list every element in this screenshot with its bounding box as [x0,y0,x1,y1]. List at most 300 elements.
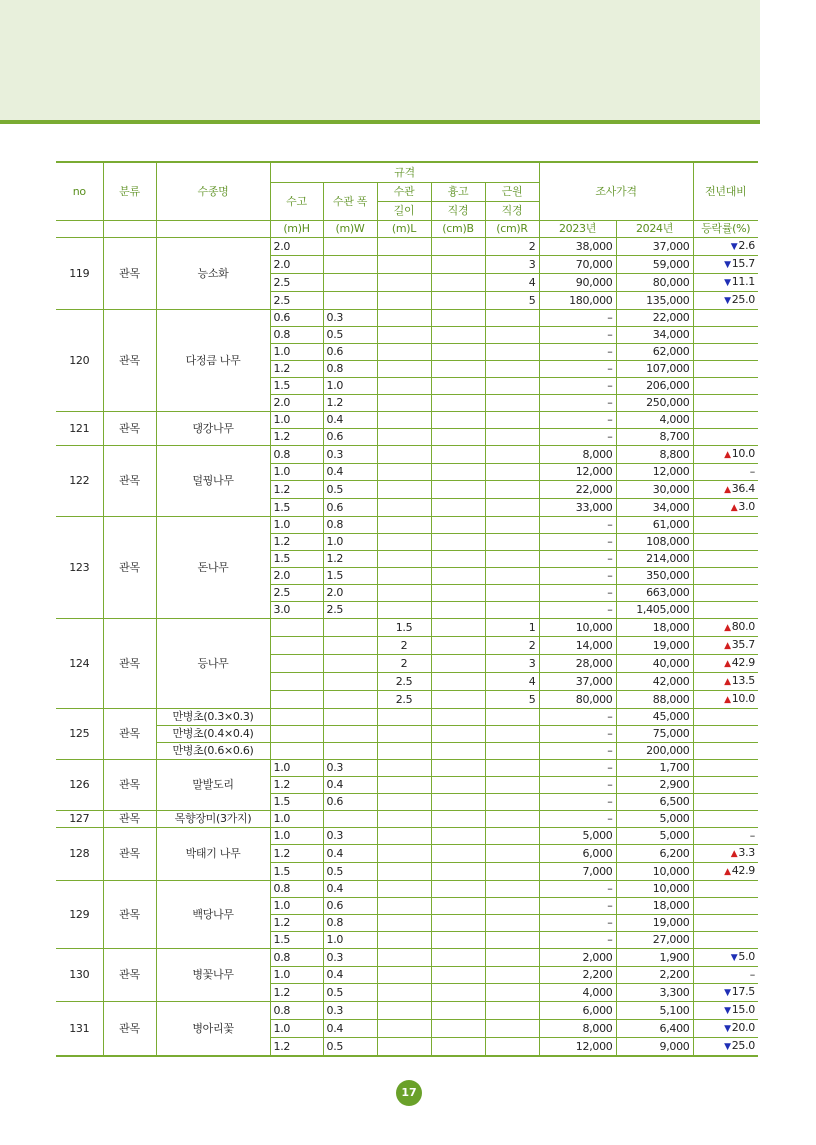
cell-root-diameter: 5 [485,691,539,709]
cell-root-diameter [485,1020,539,1038]
cell-crown-length [377,881,431,898]
header-rule [0,120,760,124]
cell-crown-length [377,412,431,429]
cell-price-2024: 12,000 [616,464,693,481]
cell-crown-length [377,932,431,949]
cell-crown-length [377,828,431,845]
header-blank [156,221,270,238]
cell-root-diameter [485,395,539,412]
cell-change-rate [693,1002,758,1020]
cell-width: 0.5 [323,327,377,344]
cell-crown-length [377,429,431,446]
cell-chest-diameter [431,517,485,534]
cell-price-2023: – [539,568,616,585]
cell-price-2024: 6,500 [616,794,693,811]
cell-root-diameter [485,361,539,378]
cell-root-diameter [485,412,539,429]
cell-chest-diameter [431,292,485,310]
triangle-down-icon: ▼ [724,988,731,998]
cell-price-2024: 27,000 [616,932,693,949]
cell-root-diameter [485,794,539,811]
row-category: 관목 [103,238,156,310]
cell-width [323,292,377,310]
triangle-up-icon: ▲ [724,867,731,877]
cell-width: 0.8 [323,517,377,534]
cell-height: 1.0 [270,760,323,777]
cell-width: 0.4 [323,777,377,794]
header-height: 수고 [270,183,323,221]
cell-change-rate [693,949,758,967]
cell-chest-diameter [431,655,485,673]
cell-crown-length [377,517,431,534]
row-species-name: 목향장미(3가지) [156,811,270,828]
cell-price-2024: 1,405,000 [616,602,693,619]
row-no: 131 [56,1002,103,1057]
row-species-name: 박태기 나무 [156,828,270,881]
header-crown-length-2: 길이 [377,202,431,221]
header-chest-2: 직경 [431,202,485,221]
table-row [56,760,758,777]
cell-price-2024: 19,000 [616,915,693,932]
triangle-up-icon: ▲ [724,450,731,460]
cell-height [270,743,323,760]
row-category: 관목 [103,619,156,709]
cell-width: 0.3 [323,1002,377,1020]
cell-price-2023: – [539,429,616,446]
cell-price-2024: 34,000 [616,327,693,344]
cell-crown-length [377,1038,431,1057]
cell-width [323,274,377,292]
cell-chest-diameter [431,915,485,932]
cell-price-2023: 7,000 [539,863,616,881]
cell-change-rate [693,602,758,619]
change-value: 42.9 [731,656,755,669]
cell-width: 1.5 [323,568,377,585]
header-no: no [56,162,103,221]
row-category: 관목 [103,709,156,760]
cell-root-diameter [485,517,539,534]
row-species-name: 돈나무 [156,517,270,619]
cell-crown-length: 2.5 [377,673,431,691]
cell-change-rate [693,481,758,499]
cell-price-2024: 107,000 [616,361,693,378]
change-value: 3.3 [738,846,755,859]
cell-price-2023: 28,000 [539,655,616,673]
cell-price-2023: 90,000 [539,274,616,292]
cell-price-2023: – [539,585,616,602]
cell-height: 1.2 [270,429,323,446]
row-no: 124 [56,619,103,709]
cell-price-2024: 200,000 [616,743,693,760]
cell-height [270,637,323,655]
cell-width: 0.5 [323,863,377,881]
cell-crown-length [377,534,431,551]
cell-price-2024: 350,000 [616,568,693,585]
cell-crown-length [377,499,431,517]
cell-height: 2.0 [270,568,323,585]
page-number: 17 [396,1080,422,1106]
row-category: 관목 [103,881,156,949]
cell-height: 2.5 [270,585,323,602]
table-row [56,517,758,534]
cell-crown-length: 2.5 [377,691,431,709]
cell-chest-diameter [431,344,485,361]
cell-change-rate [693,344,758,361]
cell-change-rate [693,794,758,811]
cell-height [270,655,323,673]
cell-chest-diameter [431,327,485,344]
cell-crown-length [377,551,431,568]
cell-chest-diameter [431,828,485,845]
change-value: 35.7 [731,638,755,651]
cell-price-2023: – [539,361,616,378]
cell-crown-length [377,292,431,310]
cell-height: 2.0 [270,238,323,256]
row-no: 125 [56,709,103,760]
cell-width: 0.6 [323,794,377,811]
cell-root-diameter: 3 [485,256,539,274]
cell-width: 0.4 [323,1020,377,1038]
cell-height: 0.8 [270,1002,323,1020]
cell-width: 1.2 [323,395,377,412]
row-species-name: 능소화 [156,238,270,310]
cell-price-2024: 40,000 [616,655,693,673]
cell-change-rate [693,726,758,743]
cell-chest-diameter [431,863,485,881]
cell-root-diameter [485,481,539,499]
cell-crown-length [377,602,431,619]
triangle-down-icon: ▼ [724,1042,731,1052]
cell-height [270,673,323,691]
cell-root-diameter [485,967,539,984]
triangle-up-icon: ▲ [724,695,731,705]
cell-price-2024: 108,000 [616,534,693,551]
cell-width: 0.6 [323,344,377,361]
cell-price-2024: 250,000 [616,395,693,412]
cell-height: 2.5 [270,274,323,292]
cell-width: 0.3 [323,310,377,327]
table-row [56,828,758,845]
cell-chest-diameter [431,637,485,655]
cell-height: 0.8 [270,881,323,898]
cell-price-2024: 6,200 [616,845,693,863]
row-category: 관목 [103,310,156,412]
cell-crown-length [377,378,431,395]
change-value: 10.0 [731,447,755,460]
cell-change-rate [693,534,758,551]
cell-change-rate [693,709,758,726]
cell-height: 1.2 [270,361,323,378]
cell-root-diameter: 2 [485,238,539,256]
cell-change-rate [693,863,758,881]
cell-crown-length [377,310,431,327]
cell-height [270,726,323,743]
cell-chest-diameter [431,446,485,464]
change-value: 13.5 [731,674,755,687]
cell-change-rate [693,619,758,637]
cell-root-diameter [485,915,539,932]
cell-root-diameter [485,1038,539,1057]
cell-height: 1.0 [270,1020,323,1038]
row-category: 관목 [103,446,156,517]
change-value: – [749,968,755,981]
change-value: 10.0 [731,692,755,705]
cell-crown-length [377,949,431,967]
cell-chest-diameter [431,238,485,256]
row-category: 관목 [103,412,156,446]
cell-price-2024: 10,000 [616,863,693,881]
cell-root-diameter [485,845,539,863]
cell-height [270,619,323,637]
header-root-2: 직경 [485,202,539,221]
cell-width [323,743,377,760]
cell-price-2024: 75,000 [616,726,693,743]
cell-width [323,726,377,743]
cell-change-rate [693,828,758,845]
header-blank [56,221,103,238]
cell-crown-length [377,568,431,585]
cell-height: 1.5 [270,863,323,881]
cell-price-2024: 1,700 [616,760,693,777]
cell-crown-length [377,811,431,828]
cell-chest-diameter [431,429,485,446]
cell-height: 0.8 [270,949,323,967]
cell-height: 1.0 [270,811,323,828]
cell-width: 0.4 [323,464,377,481]
cell-height: 1.2 [270,845,323,863]
cell-height: 1.2 [270,777,323,794]
cell-price-2023: – [539,760,616,777]
cell-root-diameter: 1 [485,619,539,637]
header-species: 수종명 [156,162,270,221]
header-spec: 규격 [270,162,539,183]
cell-chest-diameter [431,551,485,568]
cell-price-2023: 38,000 [539,238,616,256]
cell-crown-length [377,898,431,915]
cell-price-2024: 663,000 [616,585,693,602]
cell-change-rate [693,691,758,709]
cell-price-2023: – [539,881,616,898]
cell-width: 2.0 [323,585,377,602]
unit-b: (cm)B [431,221,485,238]
cell-root-diameter [485,811,539,828]
cell-width [323,673,377,691]
change-value: 15.7 [731,257,755,270]
cell-width [323,811,377,828]
cell-crown-length [377,1002,431,1020]
cell-height: 2.0 [270,395,323,412]
cell-price-2023: – [539,915,616,932]
cell-root-diameter: 4 [485,274,539,292]
cell-change-rate [693,655,758,673]
row-no: 121 [56,412,103,446]
table-row [56,1002,758,1020]
header-yoy: 전년대비 [693,162,758,221]
cell-root-diameter [485,709,539,726]
triangle-up-icon: ▲ [730,503,738,513]
cell-crown-length [377,481,431,499]
row-category: 관목 [103,760,156,811]
cell-price-2024: 30,000 [616,481,693,499]
table-row [56,709,758,726]
unit-w: (m)W [323,221,377,238]
cell-price-2024: 135,000 [616,292,693,310]
row-no: 130 [56,949,103,1002]
cell-crown-length [377,845,431,863]
row-no: 127 [56,811,103,828]
cell-price-2023: 6,000 [539,845,616,863]
cell-price-2024: 214,000 [616,551,693,568]
cell-price-2024: 9,000 [616,1038,693,1057]
cell-price-2024: 5,000 [616,828,693,845]
cell-height: 0.8 [270,446,323,464]
change-value: 36.4 [731,482,755,495]
cell-crown-length [377,238,431,256]
cell-width: 2.5 [323,602,377,619]
cell-chest-diameter [431,691,485,709]
cell-crown-length [377,777,431,794]
row-species-name: 병아리꽃 [156,1002,270,1057]
cell-chest-diameter [431,949,485,967]
cell-change-rate [693,517,758,534]
row-species-name: 백당나무 [156,881,270,949]
cell-chest-diameter [431,585,485,602]
cell-change-rate [693,637,758,655]
cell-chest-diameter [431,673,485,691]
row-no: 128 [56,828,103,881]
cell-change-rate [693,395,758,412]
cell-price-2024: 19,000 [616,637,693,655]
cell-price-2024: 8,700 [616,429,693,446]
cell-price-2024: 2,900 [616,777,693,794]
cell-width: 0.3 [323,828,377,845]
cell-chest-diameter [431,984,485,1002]
cell-chest-diameter [431,568,485,585]
cell-width: 0.6 [323,429,377,446]
change-value: 5.0 [738,950,755,963]
triangle-up-icon: ▲ [724,623,731,633]
cell-width: 0.4 [323,881,377,898]
cell-price-2023: 80,000 [539,691,616,709]
row-species-name: 덜꿩나무 [156,446,270,517]
cell-crown-length: 2 [377,637,431,655]
cell-chest-diameter [431,1038,485,1057]
cell-chest-diameter [431,881,485,898]
table-row [56,238,758,256]
cell-chest-diameter [431,811,485,828]
cell-root-diameter [485,743,539,760]
row-species-name: 병꽃나무 [156,949,270,1002]
cell-price-2024: 45,000 [616,709,693,726]
cell-price-2023: 8,000 [539,1020,616,1038]
cell-height: 1.0 [270,464,323,481]
cell-root-diameter [485,568,539,585]
cell-root-diameter [485,310,539,327]
cell-width [323,256,377,274]
row-no: 120 [56,310,103,412]
price-table [56,161,758,1057]
cell-crown-length [377,585,431,602]
cell-root-diameter [485,602,539,619]
cell-width [323,637,377,655]
row-species-name: 다정큼 나무 [156,310,270,412]
cell-crown-length [377,743,431,760]
cell-price-2024: 61,000 [616,517,693,534]
cell-change-rate [693,256,758,274]
cell-crown-length [377,361,431,378]
row-no: 119 [56,238,103,310]
rate-header: 등락률(%) [693,221,758,238]
cell-root-diameter [485,949,539,967]
triangle-up-icon: ▲ [730,849,738,859]
cell-crown-length [377,395,431,412]
cell-height [270,709,323,726]
cell-width: 0.5 [323,1038,377,1057]
cell-height [270,691,323,709]
header-band [0,0,760,120]
cell-price-2023: – [539,726,616,743]
cell-price-2024: 1,900 [616,949,693,967]
cell-width: 0.5 [323,984,377,1002]
cell-chest-diameter [431,395,485,412]
cell-width: 0.4 [323,967,377,984]
cell-width: 0.6 [323,499,377,517]
cell-width: 0.8 [323,361,377,378]
cell-width: 1.0 [323,378,377,395]
cell-price-2023: 12,000 [539,1038,616,1057]
cell-price-2023: – [539,777,616,794]
cell-root-diameter: 5 [485,292,539,310]
cell-price-2023: – [539,310,616,327]
cell-change-rate [693,673,758,691]
cell-chest-diameter [431,481,485,499]
cell-price-2023: – [539,794,616,811]
cell-height: 2.0 [270,256,323,274]
cell-width: 0.5 [323,481,377,499]
cell-height: 1.0 [270,344,323,361]
cell-root-diameter [485,1002,539,1020]
row-no: 129 [56,881,103,949]
cell-width: 0.3 [323,446,377,464]
cell-price-2023: – [539,517,616,534]
cell-width: 0.4 [323,845,377,863]
cell-chest-diameter [431,464,485,481]
cell-chest-diameter [431,898,485,915]
cell-chest-diameter [431,619,485,637]
cell-root-diameter [485,429,539,446]
cell-change-rate [693,551,758,568]
cell-crown-length [377,344,431,361]
cell-price-2023: 12,000 [539,464,616,481]
cell-price-2024: 6,400 [616,1020,693,1038]
cell-width [323,709,377,726]
change-value: 20.0 [731,1021,755,1034]
cell-height: 1.5 [270,794,323,811]
table-row [56,811,758,828]
table-row [56,310,758,327]
cell-price-2023: 4,000 [539,984,616,1002]
cell-root-diameter: 2 [485,637,539,655]
cell-height: 0.8 [270,327,323,344]
cell-change-rate [693,292,758,310]
cell-change-rate [693,429,758,446]
unit-h: (m)H [270,221,323,238]
row-category: 관목 [103,1002,156,1057]
cell-price-2023: – [539,932,616,949]
cell-height: 1.5 [270,499,323,517]
cell-chest-diameter [431,256,485,274]
cell-root-diameter: 3 [485,655,539,673]
